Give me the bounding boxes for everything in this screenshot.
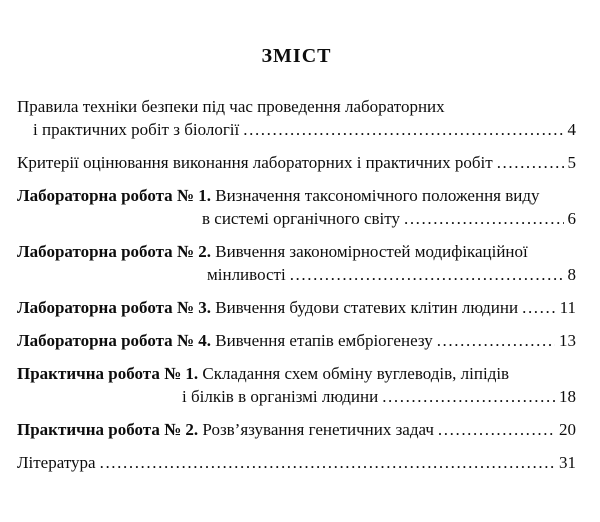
entry-first-line (17, 296, 576, 319)
entry-text-wrap (202, 207, 400, 230)
entry-first-line (17, 151, 576, 174)
entry-text-wrap (17, 451, 96, 474)
toc-entry (17, 418, 576, 441)
toc-entry (17, 240, 576, 286)
entry-first-line (17, 451, 576, 474)
entry-label: Лабораторна робота № 1. (17, 186, 211, 205)
entry-second-line (17, 207, 576, 230)
page-number: 8 (567, 265, 576, 284)
dot-leader (404, 207, 564, 230)
entry-text-wrap (17, 418, 434, 441)
dot-leader (243, 118, 563, 141)
entry-label: Лабораторна робота № 3. (17, 298, 211, 317)
entry-title: Правила техніки безпеки під час проведення лабораторних (17, 97, 445, 116)
entry-first-line (17, 418, 576, 441)
entry-first-line (17, 184, 576, 207)
toc-entry (17, 151, 576, 174)
dot-leader (438, 418, 555, 441)
page-number: 5 (567, 153, 576, 172)
entry-text-wrap (182, 385, 378, 408)
entry-second-line (17, 118, 576, 141)
page-number: 31 (559, 453, 576, 472)
entry-title: Вивчення етапів ембріогенезу (215, 331, 433, 350)
entry-second-line (17, 385, 576, 408)
page-title: ЗМІСТ (261, 45, 332, 67)
entry-label: Практична робота № 1. (17, 364, 199, 383)
entry-title: Критерії оцінювання виконання лабораторних і практичних робіт (17, 153, 493, 172)
page-number: 13 (559, 331, 576, 350)
dot-leader (522, 296, 556, 319)
entry-subtitle: в системі органічного світу (202, 209, 400, 228)
entry-label: Лабораторна робота № 2. (17, 242, 211, 261)
toc-entry (17, 296, 576, 319)
dot-leader (497, 151, 564, 174)
entry-label: Лабораторна робота № 4. (17, 331, 211, 350)
toc-entry (17, 451, 576, 474)
dot-leader (382, 385, 555, 408)
entry-first-line (17, 95, 576, 118)
entry-text-wrap (207, 263, 286, 286)
page-number: 20 (559, 420, 576, 439)
entry-subtitle: і практичних робіт з біології (33, 120, 240, 139)
entry-title: Розв’язування генетичних задач (202, 420, 434, 439)
dot-leader (100, 451, 555, 474)
entry-first-line (17, 362, 576, 385)
toc-entry (17, 95, 576, 141)
entry-subtitle: мінливості (207, 265, 286, 284)
entry-text-wrap (17, 151, 493, 174)
dot-leader (437, 329, 555, 352)
toc-entry (17, 362, 576, 408)
toc-entry (17, 184, 576, 230)
page-number: 4 (567, 120, 576, 139)
entry-text-wrap (33, 118, 239, 141)
entry-second-line (17, 263, 576, 286)
toc-entry (17, 329, 576, 352)
entry-first-line (17, 240, 576, 263)
entry-text-wrap (17, 296, 518, 319)
entry-title: Література (17, 453, 96, 472)
toc-list (17, 95, 576, 474)
entry-title: Вивчення будови статевих клітин людини (215, 298, 519, 317)
entry-title: Вивчення закономірностей модифікаційної (215, 242, 528, 261)
entry-first-line (17, 329, 576, 352)
entry-title: Складання схем обміну вуглеводів, ліпідів (202, 364, 510, 383)
page-number: 11 (559, 298, 576, 317)
page-number: 6 (567, 209, 576, 228)
entry-text-wrap (17, 329, 433, 352)
page-number: 18 (559, 387, 576, 406)
dot-leader (290, 263, 564, 286)
entry-label: Практична робота № 2. (17, 420, 199, 439)
entry-subtitle: і білків в організмі людини (182, 387, 379, 406)
entry-title: Визначення таксономічного положення виду (215, 186, 540, 205)
